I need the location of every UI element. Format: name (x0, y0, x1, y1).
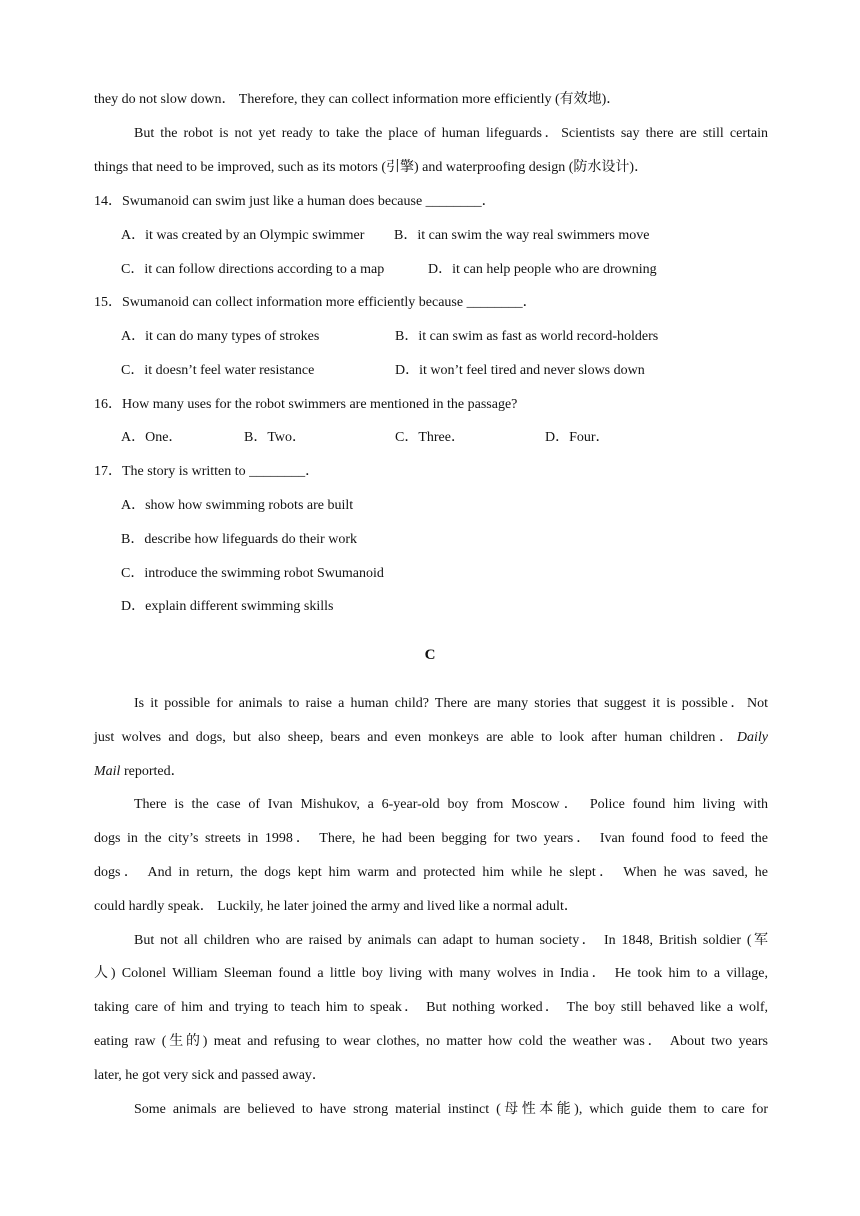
passage-text-line: 人) Colonel William Sleeman found a little boy living with many wolves in India． He took him to a village, (94, 966, 768, 981)
italic-source-name: Mail (94, 764, 121, 779)
answer-option: A．show how swimming robots are built (121, 498, 354, 513)
passage-text-line: things that need to be improved, such as its motors (引擎) and waterproofing design (防水设计)． (94, 160, 649, 175)
question-stem: 17．The story is written to ________． (94, 464, 320, 479)
passage-text-line: Is it possible for animals to raise a human child? There are many stories that suggest it is possible．Not (134, 696, 768, 711)
answer-option: C．Three． (395, 430, 465, 445)
passage-text-line: could hardly speak． Luckily, he later joined the army and lived like a normal adult． (94, 899, 578, 914)
answer-option: D．Four． (545, 430, 610, 445)
passage-text-line: But the robot is not yet ready to take the place of human lifeguards．Scientists say there are still certain (134, 126, 768, 141)
passage-text-line: they do not slow down． Therefore, they can collect information more efficiently (有效地)． (94, 92, 621, 107)
passage-text-line: But not all children who are raised by animals can adapt to human society． In 1848, British soldier (军 (134, 933, 768, 948)
answer-option: D．it can help people who are drowning (428, 262, 657, 277)
answer-option: C．introduce the swimming robot Swumanoid (121, 566, 384, 581)
section-heading: C (424, 647, 436, 663)
answer-option: A．it was created by an Olympic swimmer (121, 228, 365, 243)
answer-option: B．it can swim the way real swimmers move (394, 228, 650, 243)
passage-text-line: dogs in the city’s streets in 1998． There, he had been begging for two years． Ivan found food to feed the (94, 831, 768, 846)
answer-option: A．One． (121, 430, 183, 445)
answer-option: C．it can follow directions according to a map (121, 262, 385, 277)
passage-text-line: eating raw (生的) meat and refusing to wear clothes, no matter how cold the weather was． About two years (94, 1034, 768, 1049)
italic-source-name: Daily (736, 730, 768, 745)
passage-text: just wolves and dogs, but also sheep, bears and even monkeys are able to look after human children． (94, 730, 737, 745)
question-stem: 14．Swumanoid can swim just like a human does because ________． (94, 194, 496, 209)
question-stem: 15．Swumanoid can collect information more efficiently because ________． (94, 295, 537, 310)
passage-text-line: There is the case of Ivan Mishukov, a 6-year-old boy from Moscow． Police found him living with (134, 797, 768, 812)
answer-option: C．it doesn’t feel water resistance (121, 363, 315, 378)
passage-text-line (94, 728, 768, 748)
passage-text-line: dogs． And in return, the dogs kept him warm and protected him while he slept． When he was saved, he (94, 865, 768, 880)
passage-text-line (94, 762, 768, 782)
passage-text-line: taking care of him and trying to teach him to speak． But nothing worked． The boy still behaved like a wolf, (94, 1000, 768, 1015)
answer-option: D．explain different swimming skills (121, 599, 334, 614)
passage-text: reported． (120, 764, 185, 779)
answer-option: B．describe how lifeguards do their work (121, 532, 357, 547)
passage-text-line: Some animals are believed to have strong material instinct (母性本能), which guide them to care for (134, 1102, 768, 1117)
answer-option: B．it can swim as fast as world record-holders (395, 329, 659, 344)
answer-option: A．it can do many types of strokes (121, 329, 320, 344)
answer-option: D．it won’t feel tired and never slows down (395, 363, 645, 378)
passage-text-line: later, he got very sick and passed away． (94, 1068, 326, 1083)
question-stem: 16．How many uses for the robot swimmers are mentioned in the passage? (94, 397, 518, 412)
answer-option: B．Two． (244, 430, 307, 445)
